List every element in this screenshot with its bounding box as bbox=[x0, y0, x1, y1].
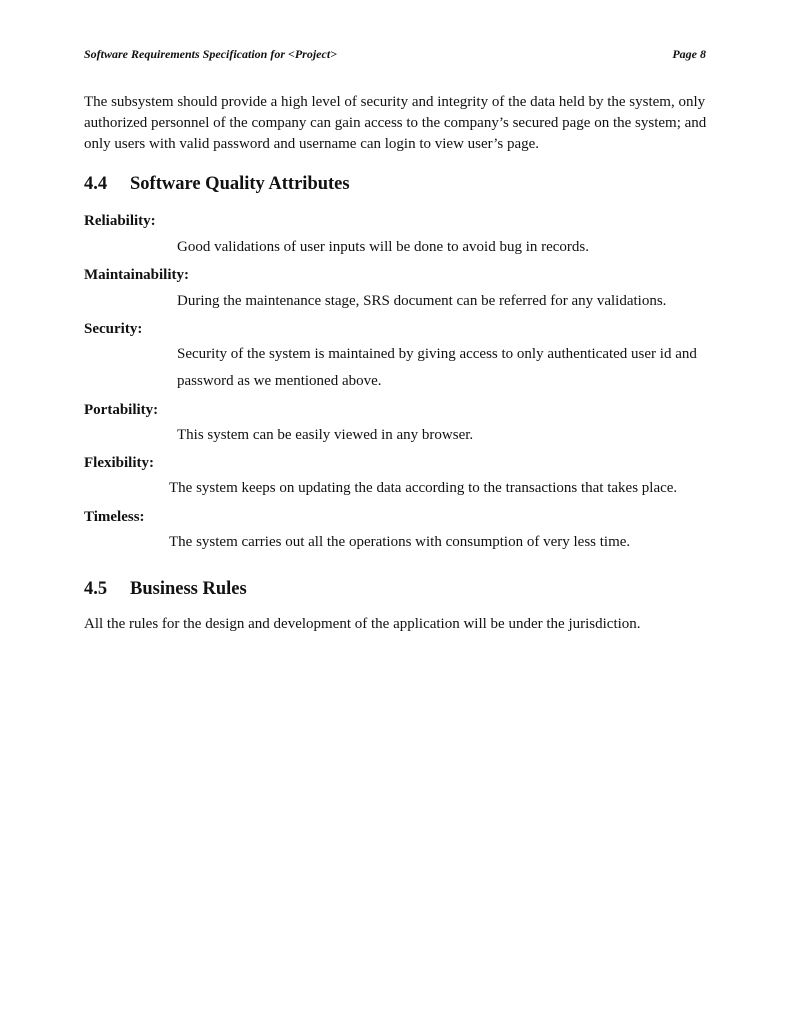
attribute-label-reliability: Reliability: bbox=[84, 213, 156, 229]
attribute-label-flexibility: Flexibility: bbox=[84, 455, 154, 471]
page-header bbox=[84, 47, 706, 65]
attribute-label-portability: Portability: bbox=[84, 402, 159, 418]
attribute-text-security: Security of the system is maintained by giving access to only authenticated user id and password as we mentioned above. bbox=[177, 346, 697, 389]
section-title: Business Rules bbox=[130, 579, 247, 599]
intro-paragraph: The subsystem should provide a high level of security and integrity of the data held by the system, only authorized personnel of the company can gain access to the company’s secured page on the system; and only users with valid password and username can login to view user’s page. bbox=[84, 94, 707, 152]
attribute-label-timeless: Timeless: bbox=[84, 509, 145, 525]
section-number: 4.5 bbox=[84, 579, 108, 599]
attribute-label-security: Security: bbox=[84, 321, 143, 337]
attribute-text-maintainability: During the maintenance stage, SRS document can be referred for any validations. bbox=[177, 293, 667, 309]
attribute-text-reliability: Good validations of user inputs will be done to avoid bug in records. bbox=[177, 239, 590, 255]
document-title: Software Requirements Specification for <Project> bbox=[84, 47, 337, 61]
page-number: Page 8 bbox=[672, 47, 706, 61]
business-rules-paragraph: All the rules for the design and development of the application will be under the jurisdiction. bbox=[84, 616, 641, 632]
attribute-text-flexibility: The system keeps on updating the data according to the transactions that takes place. bbox=[169, 480, 678, 496]
attribute-text-portability: This system can be easily viewed in any browser. bbox=[177, 427, 474, 443]
section-title: Software Quality Attributes bbox=[130, 174, 350, 194]
attribute-text-timeless: The system carries out all the operations with consumption of very less time. bbox=[169, 534, 631, 550]
section-number: 4.4 bbox=[84, 174, 108, 194]
attribute-label-maintainability: Maintainability: bbox=[84, 267, 190, 283]
